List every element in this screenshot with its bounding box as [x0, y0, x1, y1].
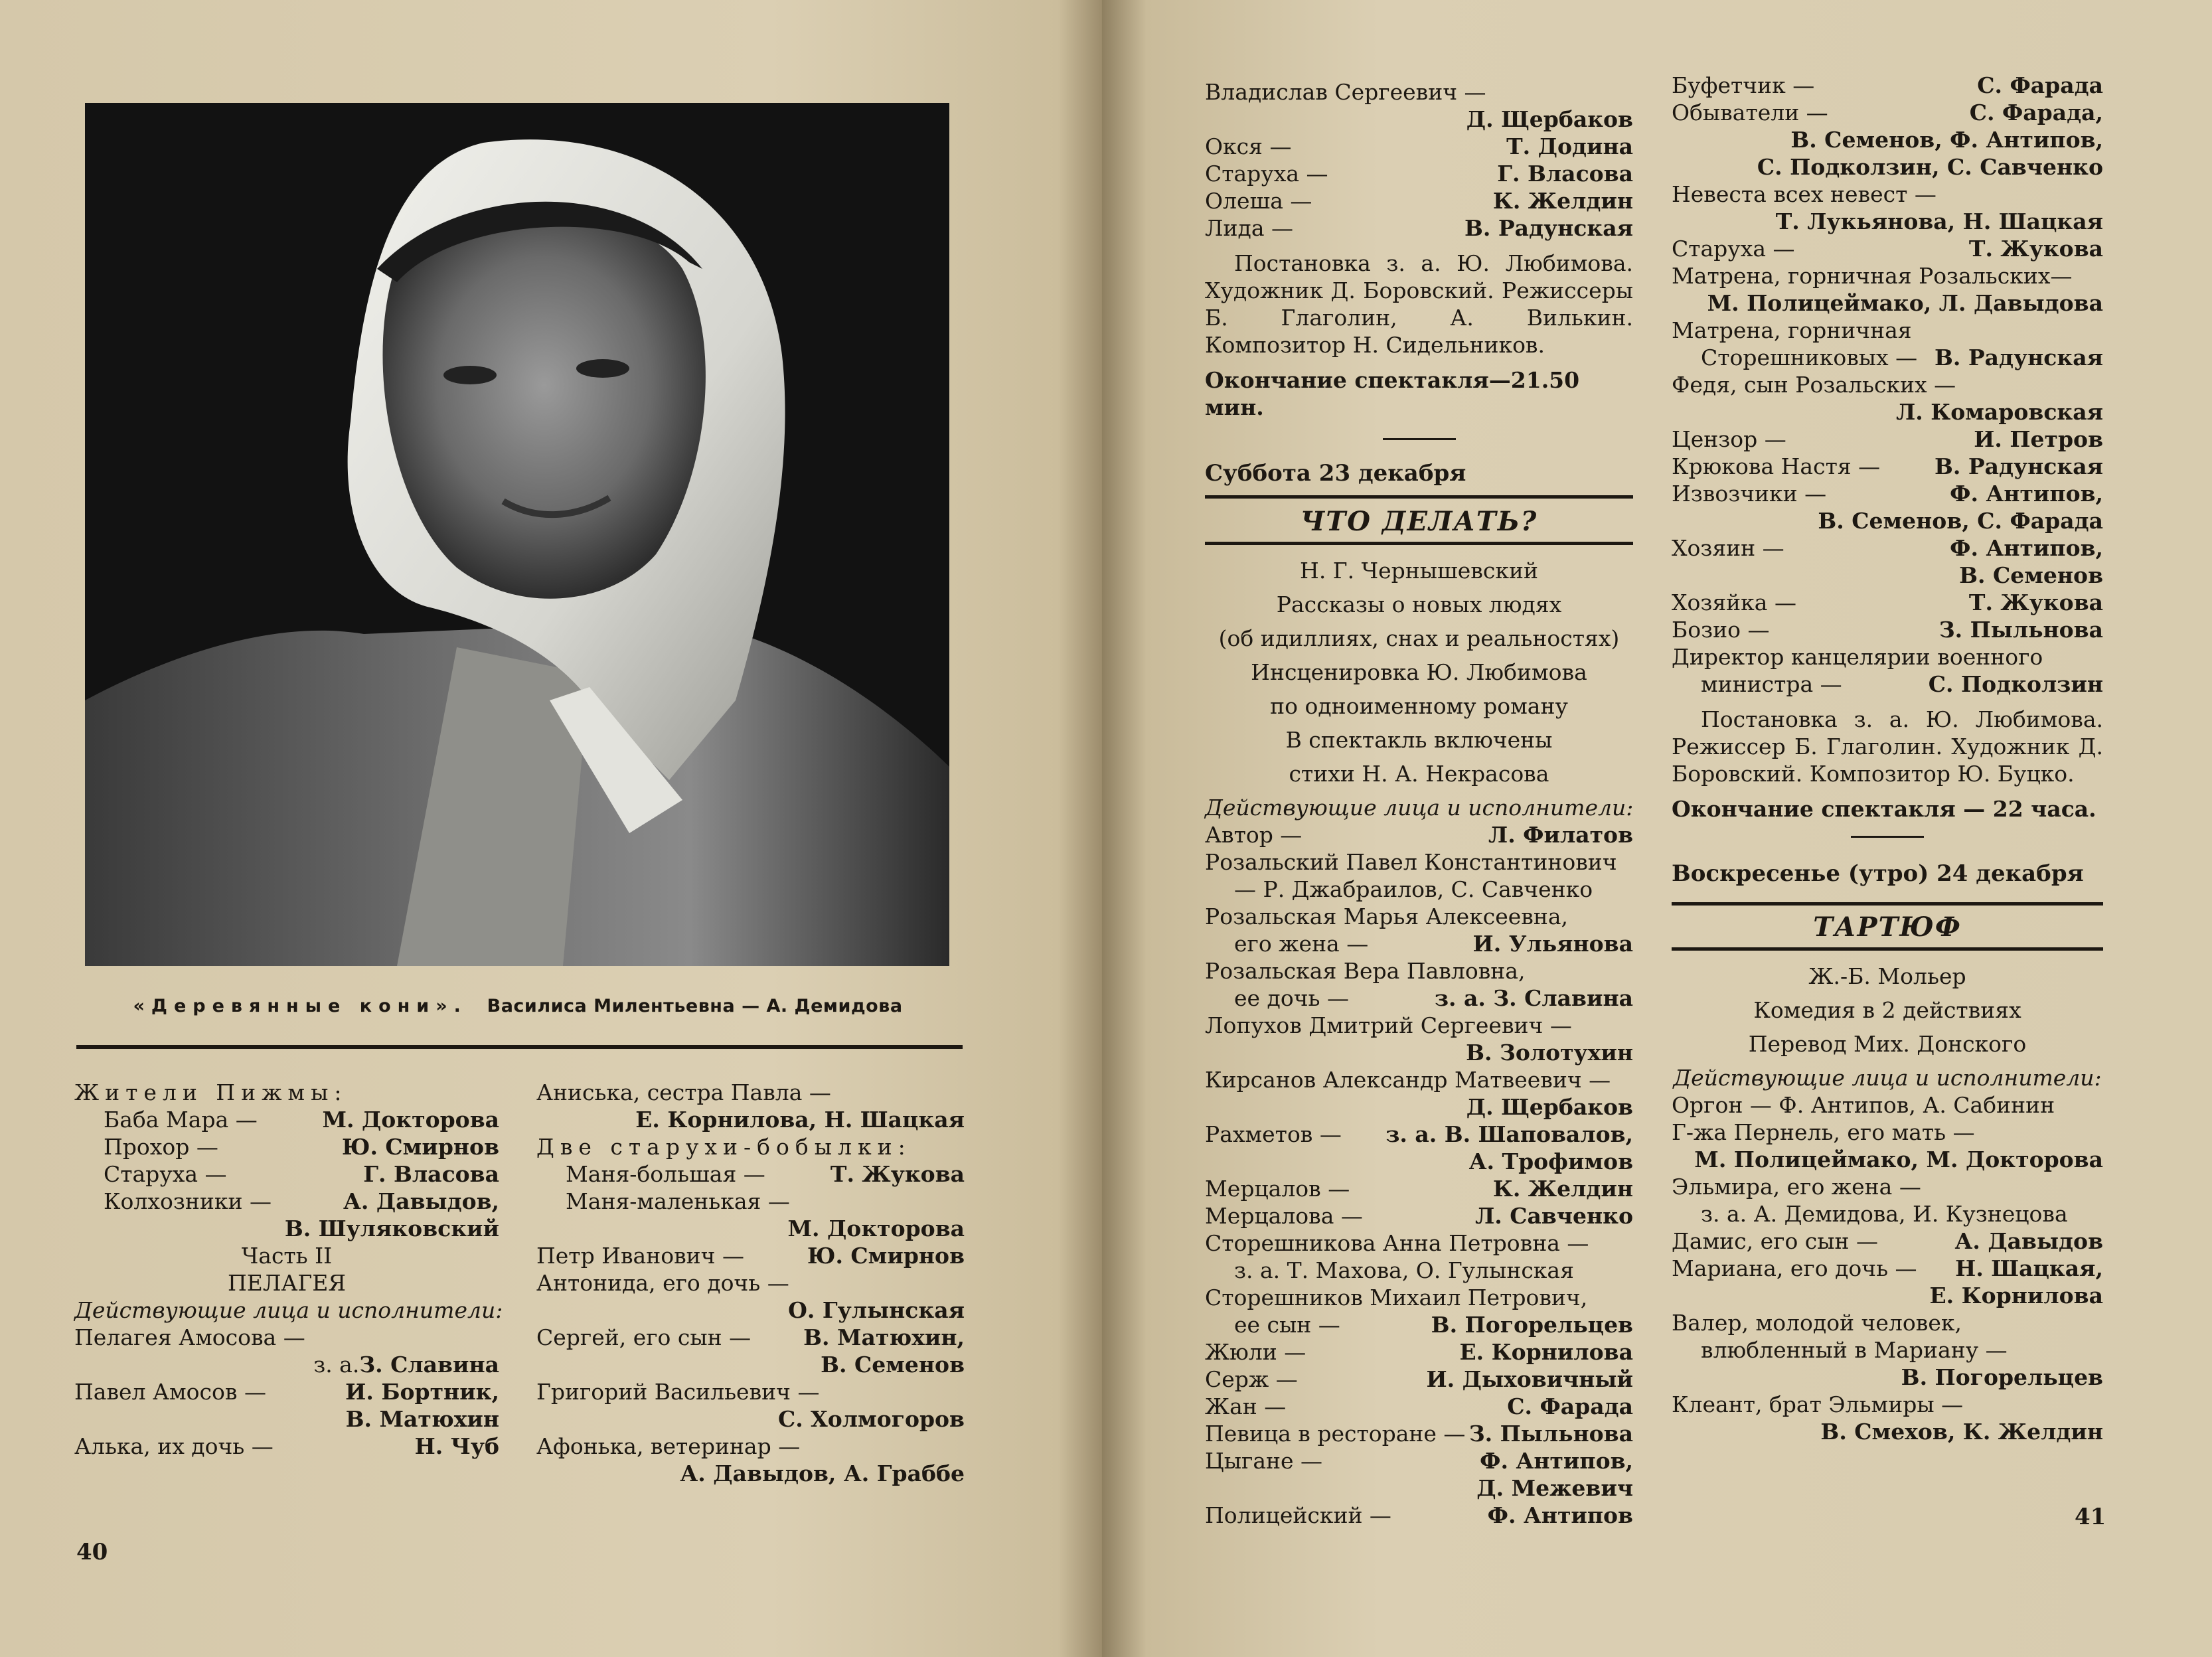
cast-line	[1205, 1447, 1633, 1474]
photo-caption	[80, 996, 956, 1016]
cast-line	[74, 1433, 499, 1460]
title-rule-top	[1205, 495, 1633, 499]
actor-name: Е. Корнилова	[1459, 1339, 1633, 1365]
role-name: Директор канцелярии военного	[1672, 644, 2043, 670]
cast-line	[1672, 1091, 2103, 1119]
title-rule-bottom-2	[1672, 947, 2103, 951]
role-name: Мерцалова —	[1205, 1203, 1363, 1229]
page-number-left: 40	[76, 1539, 108, 1565]
actor-name: З. Пыльнова	[1938, 617, 2103, 643]
cast-line	[536, 1378, 965, 1405]
role-name: Невеста всех невест —	[1672, 181, 1936, 207]
cast-line	[1205, 903, 1633, 930]
role-name: Буфетчик —	[1672, 72, 1815, 98]
right-page	[1102, 0, 2212, 1657]
cast-line	[1205, 214, 1633, 242]
role-name: ее сын —	[1234, 1312, 1340, 1338]
actor-name: А. Давыдов	[1954, 1228, 2103, 1254]
role-name: Старуха —	[1205, 161, 1328, 187]
actor-name: Т. Додина	[1506, 133, 1633, 159]
actor-name: Л. Комаровская	[1896, 399, 2103, 425]
role-name: Павел Амосов —	[74, 1379, 266, 1405]
role-name: Олеша —	[1205, 188, 1312, 214]
cast-line	[1205, 1121, 1633, 1148]
actor-name: В. Смехов, К. Желдин	[1820, 1419, 2103, 1445]
credits-what-is-to-be-done: Постановка з. а. Ю. Любимова. Режиссер Б. Глаголин. Художник Д. Боровский. Композитор Ю. Буцко.	[1672, 706, 2103, 787]
cast-line	[1205, 1502, 1633, 1529]
cast-line	[1672, 1255, 2103, 1282]
actor-name: Ю. Смирнов	[807, 1243, 965, 1269]
role-name: Оргон — Ф. Антипов, А. Сабинин	[1672, 1092, 2055, 1118]
cast-line	[1672, 534, 2103, 562]
role-name: Григорий Васильевич —	[536, 1379, 820, 1405]
divider-rule	[76, 1045, 963, 1049]
info-line: В спектакль включены	[1285, 727, 1553, 753]
role-name: Владислав Сергеевич —	[1205, 79, 1486, 105]
role-name: Клеант, брат Эльмиры —	[1672, 1391, 1964, 1417]
actor-name: В. Матюхин	[345, 1406, 499, 1432]
actor-name: С. Фарада	[1977, 72, 2103, 98]
actor-name: С. Фарада	[1507, 1393, 1633, 1419]
actor-name: С. Подколзин, С. Савченко	[1757, 154, 2103, 180]
role-name: влюбленный в Мариану —	[1701, 1337, 2008, 1363]
role-name: Полицейский —	[1205, 1502, 1391, 1528]
cast-line	[1672, 671, 2103, 698]
role-name: з. а. Т. Махова, О. Гулынская	[1234, 1257, 1574, 1283]
actor-name: Л. Филатов	[1488, 822, 1633, 848]
cast-line	[536, 1188, 965, 1215]
play-info-what-is-to-be-done	[1205, 557, 1633, 787]
role-name: министра —	[1701, 671, 1842, 697]
actor-name: Д. Щербаков	[1466, 106, 1633, 132]
cast-column-left-1	[74, 1079, 503, 1460]
info-line: Ж.-Б. Мольер	[1808, 963, 1966, 989]
role-name: ее дочь —	[1234, 985, 1350, 1011]
info-line: Перевод Мих. Донского	[1748, 1031, 2027, 1057]
cast-line	[536, 1242, 965, 1269]
cast-line	[74, 1324, 499, 1351]
part-heading: ПЕЛАГЕЯ	[228, 1270, 346, 1296]
actor-name: Г. Власова	[1497, 161, 1633, 187]
cast-line	[74, 1106, 499, 1133]
cast-line	[1672, 317, 2103, 344]
part-heading: Часть II	[241, 1243, 333, 1269]
actor-name: Е. Корнилова	[1929, 1283, 2103, 1308]
end-time-wooden-horses: Окончание спектакля—21.50 мин.	[1205, 367, 1580, 420]
role-name: Хозяйка —	[1672, 590, 1796, 615]
role-name: Сергей, его сын —	[536, 1324, 751, 1350]
info-line: Рассказы о новых людях	[1276, 592, 1562, 617]
actor-name: В. Семенов, С. Фарада	[1818, 508, 2103, 534]
actor-name: Т. Жукова	[1968, 590, 2103, 615]
actor-name: Ф. Антипов	[1487, 1502, 1633, 1528]
role-name: Лида —	[1205, 215, 1294, 241]
role-name: Петр Иванович —	[536, 1243, 744, 1269]
role-name: Баба Мара —	[104, 1107, 258, 1133]
role-name: Мерцалов —	[1205, 1176, 1350, 1202]
actor-name: Г. Власова	[363, 1161, 499, 1187]
cast-line	[74, 1133, 499, 1160]
page-number-right: 41	[2075, 1504, 2106, 1530]
cast-line	[1205, 1175, 1633, 1202]
cast-label-2: Действующие лица и исполнители:	[1673, 1065, 2102, 1091]
role-name: Обыватели —	[1672, 100, 1828, 125]
role-name: Дамис, его сын —	[1672, 1228, 1879, 1254]
role-name: Федя, сын Розальских —	[1672, 372, 1956, 398]
cast-line	[1672, 72, 2103, 99]
info-line: по одноименному роману	[1270, 693, 1568, 719]
cast-line	[1672, 589, 2103, 616]
cast-line	[1672, 1173, 2103, 1200]
role-name: Окся —	[1205, 133, 1292, 159]
section-heading: Жители Пижмы:	[74, 1079, 348, 1105]
role-name: Хозяин —	[1672, 535, 1784, 561]
role-name: Извозчики —	[1672, 481, 1827, 507]
play-info-tartuffe	[1672, 963, 2103, 1058]
cast-line	[1205, 957, 1633, 985]
actor-name: З. Славина	[359, 1352, 499, 1378]
info-line: Инсценировка Ю. Любимова	[1251, 659, 1587, 685]
role-name: Колхозники —	[104, 1188, 272, 1214]
actor-name: В. Матюхин,	[803, 1324, 965, 1350]
cast-line	[1205, 848, 1633, 876]
cast-list-what-is-to-be-done	[1205, 821, 1633, 1529]
actor-name: З. Пыльнова	[1468, 1421, 1633, 1447]
actor-name: А. Трофимов	[1468, 1148, 1633, 1174]
role-name: Серж —	[1205, 1366, 1298, 1392]
role-name: Автор —	[1205, 822, 1303, 848]
cast-line	[1205, 876, 1633, 903]
actor-name: Т. Жукова	[1968, 236, 2103, 262]
actor-name: В. Золотухин	[1466, 1040, 1633, 1065]
role-name: Маня-большая —	[566, 1161, 765, 1187]
actor-name: Д. Щербаков	[1466, 1094, 1633, 1120]
short-divider-2	[1851, 836, 1924, 838]
cast-line	[1672, 616, 2103, 643]
role-name: Старуха —	[1672, 236, 1795, 262]
actor-name: К. Желдин	[1492, 1176, 1633, 1202]
cast-line	[1672, 235, 2103, 262]
cast-line	[1205, 1393, 1633, 1420]
date-saturday: Суббота 23 декабря	[1205, 460, 1466, 487]
role-name: Крюкова Настя —	[1672, 453, 1881, 479]
cast-line	[1672, 181, 2103, 208]
actor-name: Н. Чуб	[414, 1433, 499, 1459]
cast-line	[1672, 99, 2103, 126]
cast-line	[1672, 1200, 2103, 1227]
cast-line	[1205, 985, 1633, 1012]
role-name: Афонька, ветеринар —	[536, 1433, 801, 1459]
actor-name: В. Погорельцев	[1901, 1364, 2103, 1390]
actor-name: Е. Корнилова, Н. Шацкая	[635, 1107, 965, 1133]
actor-name: Т. Лукьянова, Н. Шацкая	[1775, 208, 2103, 234]
cast-line	[1672, 1227, 2103, 1255]
role-name: Маня-маленькая —	[566, 1188, 790, 1214]
info-line: Комедия в 2 действиях	[1753, 997, 2021, 1023]
actor-name: Ф. Антипов,	[1950, 535, 2103, 561]
cast-line	[1672, 1119, 2103, 1146]
role-name: Жан —	[1205, 1393, 1287, 1419]
left-page	[0, 0, 1102, 1657]
role-name: Сторешников Михаил Петрович,	[1205, 1285, 1588, 1310]
role-name: Аниська, сестра Павла —	[536, 1079, 831, 1105]
role-name: Жюли —	[1205, 1339, 1306, 1365]
role-name: Сторешникова Анна Петровна —	[1205, 1230, 1589, 1256]
portrait-illustration	[85, 103, 949, 966]
role-name: Кирсанов Александр Матвеевич —	[1205, 1067, 1611, 1093]
actor-name: И. Ульянова	[1472, 931, 1633, 957]
cast-list-wooden-horses-end	[1205, 78, 1633, 242]
role-name: Матрена, горничная Розальских—	[1672, 263, 2073, 289]
info-line: стихи Н. А. Некрасова	[1289, 761, 1549, 787]
actor-name: В. Радунская	[1934, 345, 2103, 370]
actor-name: В. Семенов, Ф. Антипов,	[1790, 127, 2103, 153]
actor-name: Ф. Антипов,	[1480, 1448, 1633, 1474]
role-name: Цыгане —	[1205, 1448, 1323, 1474]
credits-wooden-horses: Постановка з. а. Ю. Любимова. Художник Д. Боровский. Режиссеры Б. Глаголин, А. Вилькин. Композитор Н. Сидельников.	[1205, 250, 1633, 358]
cast-line	[1205, 930, 1633, 957]
title-rule-bottom	[1205, 542, 1633, 545]
cast-line	[74, 1188, 499, 1215]
role-name: Старуха —	[104, 1161, 227, 1187]
short-divider	[1383, 438, 1456, 440]
cast-line	[1205, 160, 1633, 187]
actor-name: В. Погорельцев	[1431, 1312, 1633, 1338]
role-name: его жена —	[1234, 931, 1369, 957]
actor-name: С. Подколзин	[1928, 671, 2103, 697]
cast-line	[536, 1269, 965, 1297]
actor-name: М. Докторова	[322, 1107, 499, 1133]
cast-line	[536, 1079, 965, 1106]
actor-name: Н. Шацкая,	[1955, 1255, 2103, 1281]
cast-line	[1205, 187, 1633, 214]
cast-line	[1672, 1391, 2103, 1418]
cast-line	[536, 1160, 965, 1188]
cast-line	[1205, 1366, 1633, 1393]
role-name: Бозио —	[1672, 617, 1770, 643]
right-column-1	[1205, 78, 1633, 1529]
cast-line	[536, 1324, 965, 1351]
cast-line	[1672, 262, 2103, 289]
cast-line	[1205, 1257, 1633, 1284]
cast-column-left-2	[536, 1079, 965, 1487]
actor-name: А. Давыдов,	[343, 1188, 499, 1214]
actor-name: Д. Межевич	[1476, 1475, 1633, 1501]
actor-name: Л. Савченко	[1475, 1203, 1633, 1229]
role-name: Пелагея Амосова —	[74, 1324, 305, 1350]
cast-line	[1672, 1309, 2103, 1336]
cast-line	[1672, 453, 2103, 480]
actor-name: В. Радунская	[1464, 215, 1633, 241]
cast-line	[74, 1160, 499, 1188]
cast-line	[1205, 1066, 1633, 1093]
cast-label-1: Действующие лица и исполнители:	[1205, 795, 1634, 821]
actor-name: С. Фарада,	[1969, 100, 2103, 125]
role-name: Розальский Павел Константинович	[1205, 849, 1617, 875]
title-tartuffe: ТАРТЮФ	[1813, 911, 1962, 943]
actor-line	[74, 1351, 499, 1378]
info-line: (об идиллиях, снах и реальностях)	[1218, 625, 1620, 651]
cast-line	[1205, 1229, 1633, 1257]
role-name: — Р. Джабраилов, С. Савченко	[1234, 876, 1593, 902]
cast-label: Действующие лица и исполнители:	[74, 1297, 503, 1323]
cast-line	[74, 1378, 499, 1405]
actor-title: з. а.	[313, 1352, 360, 1378]
cast-line	[1672, 1336, 2103, 1364]
role-name: Розальская Марья Алексеевна,	[1205, 904, 1569, 929]
actor-name: М. Полицеймако, Л. Давыдова	[1707, 290, 2103, 316]
actor-name: И. Дыховичный	[1426, 1366, 1633, 1392]
actor-name: М. Полицеймако, М. Докторова	[1694, 1146, 2103, 1172]
cast-line	[1205, 1338, 1633, 1366]
role-name: Цензор —	[1672, 426, 1786, 452]
title-what-is-to-be-done: ЧТО ДЕЛАТЬ?	[1300, 506, 1538, 537]
actor-name: В. Шуляковский	[284, 1216, 499, 1241]
cast-list-what-is-to-be-done-cont	[1672, 72, 2103, 698]
actor-name: з. а. З. Славина	[1434, 985, 1633, 1011]
cast-line	[1672, 344, 2103, 371]
role-name: Мариана, его дочь —	[1672, 1255, 1917, 1281]
role-name: Валер, молодой человек,	[1672, 1310, 1962, 1336]
actor-name: Т. Жукова	[830, 1161, 965, 1187]
actor-name: С. Холмогоров	[777, 1406, 965, 1432]
cast-line	[1205, 821, 1633, 848]
actress-photo	[85, 103, 949, 966]
right-column-2	[1672, 72, 2103, 1445]
caption-role: Василиса Милентьевна — А. Демидова	[487, 996, 903, 1016]
info-line: Н. Г. Чернышевский	[1300, 558, 1538, 584]
actor-name: В. Семенов	[1959, 562, 2103, 588]
actor-name: А. Давыдов, А. Граббе	[680, 1460, 965, 1486]
cast-line	[1672, 371, 2103, 398]
cast-line	[1205, 78, 1633, 106]
role-name: Антонида, его дочь —	[536, 1270, 789, 1296]
actor-name: В. Радунская	[1934, 453, 2103, 479]
actor-name: К. Желдин	[1492, 188, 1633, 214]
role-name: Рахметов —	[1205, 1121, 1342, 1147]
role-name: Алька, их дочь —	[74, 1433, 274, 1459]
caption-play: «Деревянные кони».	[133, 996, 467, 1016]
role-name: з. а. А. Демидова, И. Кузнецова	[1701, 1201, 2068, 1227]
role-name: Лопухов Дмитрий Сергеевич —	[1205, 1012, 1572, 1038]
actor-name: з. а. В. Шаповалов,	[1385, 1121, 1633, 1147]
actor-name: О. Гулынская	[788, 1297, 965, 1323]
title-rule-top-2	[1672, 902, 2103, 906]
cast-list-tartuffe	[1672, 1091, 2103, 1445]
role-name: Прохор —	[104, 1134, 218, 1160]
cast-line	[1205, 1420, 1633, 1447]
cast-line	[1205, 1012, 1633, 1039]
cast-line	[1205, 1284, 1633, 1311]
date-sunday: Воскресенье (утро) 24 декабря	[1672, 860, 2084, 887]
role-name: Певица в ресторане —	[1205, 1421, 1466, 1447]
role-name: Сторешниковых —	[1701, 345, 1918, 370]
cast-line	[1672, 480, 2103, 507]
end-time-what-is-to-be-done: Окончание спектакля — 22 часа.	[1672, 796, 2096, 822]
actor-name: Ф. Антипов,	[1950, 481, 2103, 507]
actor-name: Ю. Смирнов	[341, 1134, 499, 1160]
actor-name: И. Бортник,	[345, 1379, 499, 1405]
cast-line	[536, 1433, 965, 1460]
role-name: Г-жа Пернель, его мать —	[1672, 1119, 1975, 1145]
cast-line	[1205, 1202, 1633, 1229]
role-name: Матрена, горничная	[1672, 317, 1912, 343]
role-name: Розальская Вера Павловна,	[1205, 958, 1526, 984]
section-heading: Две старухи-бобылки:	[536, 1134, 911, 1160]
cast-line	[1672, 643, 2103, 671]
cast-line	[1672, 426, 2103, 453]
role-name: Эльмира, его жена —	[1672, 1174, 1921, 1200]
cast-line	[1205, 133, 1633, 160]
actor-name: М. Докторова	[787, 1216, 965, 1241]
cast-line	[1205, 1311, 1633, 1338]
actor-name: И. Петров	[1974, 426, 2103, 452]
actor-name: В. Семенов	[821, 1352, 965, 1378]
